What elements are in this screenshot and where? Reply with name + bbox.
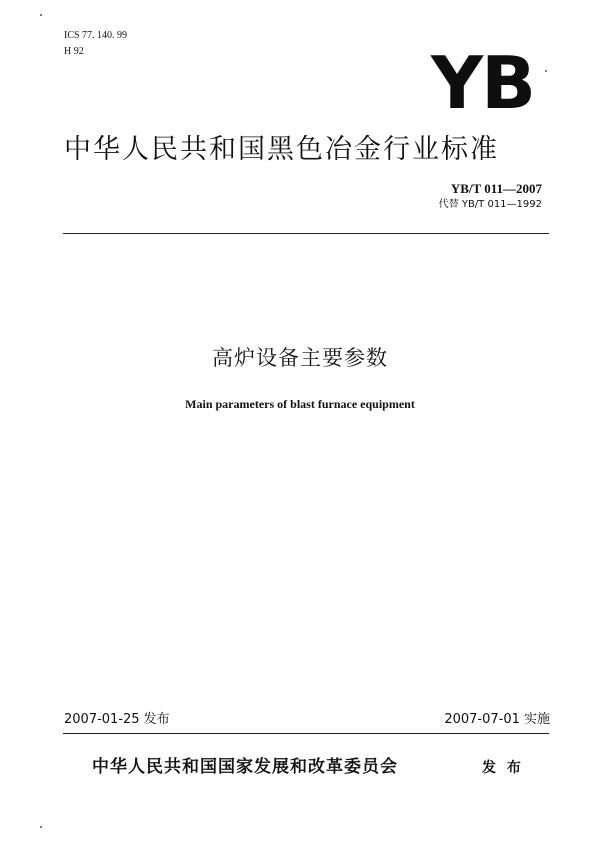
publish-label: 发 布 [482, 760, 524, 776]
document-title-english: Main parameters of blast furnace equipment [185, 397, 415, 411]
scan-speck [545, 70, 547, 72]
top-rule-divider [63, 233, 549, 234]
replaces-standard: 代替 YB/T 011—1992 [438, 199, 542, 210]
bottom-rule-divider [63, 733, 549, 734]
document-title-chinese: 高炉设备主要参数 [212, 346, 388, 370]
classification-code: H 92 [64, 46, 84, 57]
ics-code: ICS 77. 140. 99 [64, 30, 128, 41]
issuing-authority: 中华人民共和国国家发展和改革委员会 [92, 757, 398, 777]
yb-logo: YB [430, 41, 534, 125]
industry-standard-title: 中华人民共和国黑色冶金行业标准 [64, 134, 499, 165]
issue-date: 2007-01-25 发布 [64, 712, 170, 727]
scan-speck [40, 14, 42, 16]
scan-speck [40, 826, 42, 828]
implementation-date: 2007-07-01 实施 [444, 712, 550, 727]
standard-number: YB/T 011—2007 [450, 181, 542, 196]
